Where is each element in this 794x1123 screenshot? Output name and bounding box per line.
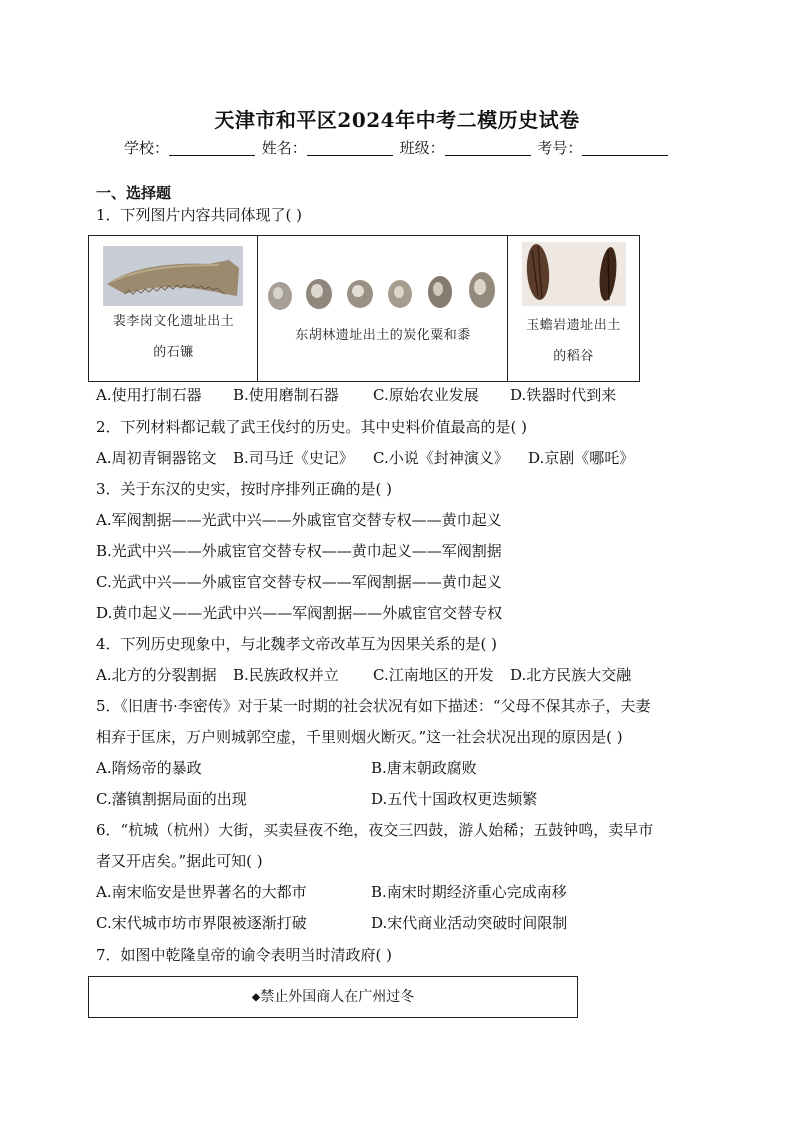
q7-edict-box <box>88 976 578 1018</box>
q3-option-a[interactable]: A.军阀割据——光武中兴——外戚宦官交替专权——黄巾起义 <box>96 511 502 529</box>
class-label: 班级： <box>399 139 445 157</box>
q4-stem: 4．下列历史现象中，与北魏孝文帝改革互为因果关系的是( ) <box>96 635 498 653</box>
school-blank[interactable] <box>169 141 255 156</box>
millet-grains-image <box>258 238 508 318</box>
q2-option-b[interactable]: B.司马迁《史记》 <box>233 449 354 467</box>
caption-rice-1: 玉蟾岩遗址出土 <box>526 318 621 333</box>
class-blank[interactable] <box>445 141 531 156</box>
q5-stem-line2: 相弃于匡床，万户则城郭空虚，千里则烟火断灭。”这一社会状况出现的原因是( ) <box>96 728 623 746</box>
q2-option-d[interactable]: D.京剧《哪吒》 <box>528 449 635 467</box>
q1-option-d[interactable]: D.铁器时代到来 <box>510 386 617 404</box>
figure-millet-grains <box>258 236 508 381</box>
exam-number-label: 考号： <box>537 139 583 157</box>
exam-number-blank[interactable] <box>582 141 668 156</box>
q5-stem-line1: 5．《旧唐书·李密传》对于某一时期的社会状况有如下描述：“父母不保其赤子，夫妻 <box>96 697 651 715</box>
q3-option-d[interactable]: D.黄巾起义——光武中兴——军阀割据——外戚宦官交替专权 <box>96 604 503 622</box>
q3-option-c[interactable]: C.光武中兴——外戚宦官交替专权——军阀割据——黄巾起义 <box>96 573 502 591</box>
caption-stone-sickle-2: 的石镰 <box>153 345 194 360</box>
q7-edict-text: ◆禁止外国商人在广州过冬 <box>251 989 415 1005</box>
q1-option-c[interactable]: C.原始农业发展 <box>373 386 479 404</box>
q5-option-b[interactable]: B.唐末朝政腐败 <box>371 759 477 777</box>
q6-stem-line1: 6．“杭城（杭州）大街，买卖昼夜不绝，夜交三四鼓，游人始稀；五鼓钟鸣，卖早市 <box>96 821 654 839</box>
q1-figure-table <box>88 235 640 382</box>
q2-stem: 2．下列材料都记载了武王伐纣的历史。其中史料价值最高的是( ) <box>96 418 528 436</box>
stone-sickle-image <box>89 238 258 318</box>
q5-option-a[interactable]: A.隋炀帝的暴政 <box>96 759 202 777</box>
q1-option-a[interactable]: A.使用打制石器 <box>96 386 202 404</box>
q2-option-c[interactable]: C.小说《封神演义》 <box>373 449 509 467</box>
q4-option-a[interactable]: A.北方的分裂割据 <box>96 666 217 684</box>
q4-option-b[interactable]: B.民族政权并立 <box>233 666 339 684</box>
q6-option-c[interactable]: C.宋代城市坊市界限被逐渐打破 <box>96 914 307 932</box>
caption-rice-2: 的稻谷 <box>553 349 594 364</box>
q6-option-d[interactable]: D.宋代商业活动突破时间限制 <box>371 914 568 932</box>
q6-option-a[interactable]: A.南宋临安是世界著名的大都市 <box>96 883 307 901</box>
q1-stem: 1．下列图片内容共同体现了( ) <box>96 206 303 224</box>
caption-stone-sickle-1: 裴李岗文化遗址出土 <box>112 314 235 329</box>
q2-option-a[interactable]: A.周初青铜器铭文 <box>96 449 217 467</box>
student-info-line <box>124 137 670 158</box>
q4-option-d[interactable]: D.北方民族大交融 <box>510 666 632 684</box>
rice-grains-image <box>508 240 639 312</box>
page-title: 天津市和平区2024年中考二模历史试卷 <box>214 108 580 132</box>
q5-option-d[interactable]: D.五代十国政权更迭频繁 <box>371 790 538 808</box>
figure-rice-grains <box>508 236 639 381</box>
q7-stem: 7．如图中乾隆皇帝的谕令表明当时清政府( ) <box>96 946 393 964</box>
q4-option-c[interactable]: C.江南地区的开发 <box>373 666 494 684</box>
caption-millet: 东胡林遗址出土的炭化粟和黍 <box>295 328 471 343</box>
q3-stem: 3．关于东汉的史实，按时序排列正确的是( ) <box>96 480 393 498</box>
q1-option-b[interactable]: B.使用磨制石器 <box>233 386 339 404</box>
q6-stem-line2: 者又开店矣。”据此可知( ) <box>96 852 263 870</box>
figure-stone-sickle <box>89 236 258 381</box>
q3-option-b[interactable]: B.光武中兴——外戚宦官交替专权——黄巾起义——军阀割据 <box>96 542 502 560</box>
name-blank[interactable] <box>307 141 393 156</box>
section-title: 一、选择题 <box>96 184 172 202</box>
q5-option-c[interactable]: C.藩镇割据局面的出现 <box>96 790 247 808</box>
school-label: 学校： <box>124 139 170 157</box>
name-label: 姓名： <box>261 139 307 157</box>
q6-option-b[interactable]: B.南宋时期经济重心完成南移 <box>371 883 567 901</box>
